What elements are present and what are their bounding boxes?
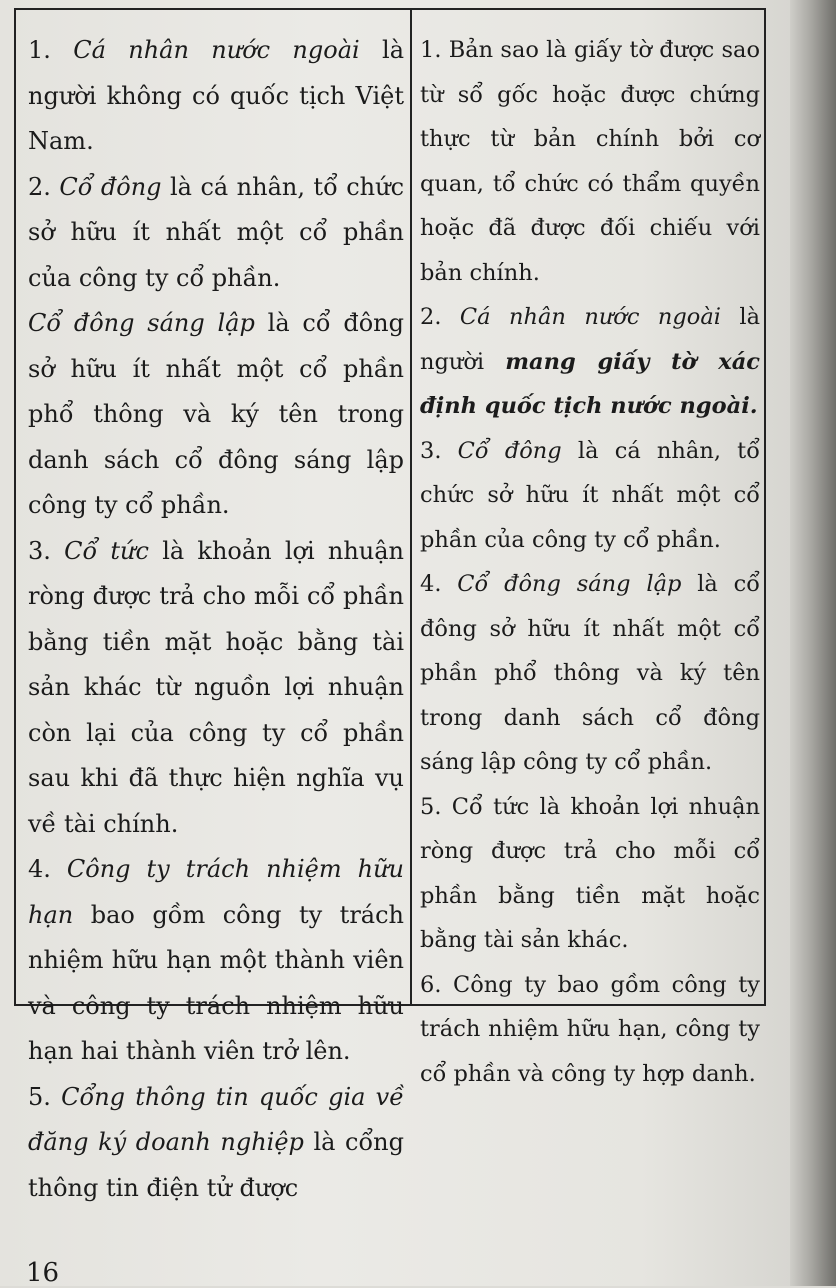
left-definition-5: 5. Cổng thông tin quốc gia về đăng ký doanh nghiệp là cổng thông tin điện tử được — [28, 1082, 405, 1202]
book-gutter — [790, 0, 836, 1286]
term: Cá nhân nước ngoài — [73, 36, 360, 64]
term: Cổ đông — [457, 437, 562, 464]
left-definition-2b: Cổ đông sáng lập là cổ đông sở hữu ít nhất một cổ phần phổ thông và ký tên trong danh sách cổ đông sáng lập công ty cổ phần. — [28, 309, 404, 519]
term: Cổ đông sáng lập — [457, 571, 682, 597]
term: Cổng thông tin quốc gia về đăng ký doanh nghiệp — [28, 1082, 405, 1156]
right-column — [412, 10, 764, 1087]
left-definition-3: 3. Cổ tức là khoản lợi nhuận ròng được trả cho mỗi cổ phần bằng tiền mặt hoặc bằng tài sản khác từ nguồn lợi nhuận còn lại của công ty cổ phần sau khi đã thực hiện nghĩa vụ về tài chính. — [28, 536, 405, 838]
page-number: 16 — [26, 1258, 60, 1288]
right-definition-1: 1. Bản sao là giấy tờ được sao từ sổ gốc hoặc được chứng thực từ bản chính bởi cơ quan, tổ chức có thẩm quyền hoặc đã được đối chiếu với bản chính. — [420, 37, 760, 286]
term: Cổ đông — [59, 172, 162, 201]
term: Cổ tức — [64, 536, 149, 565]
left-definition-1: 1. Cá nhân nước ngoài là người không có quốc tịch Việt Nam. — [28, 36, 405, 155]
right-definition-4: 4. Cổ đông sáng lập là cổ đông sở hữu ít nhất một cổ phần phổ thông và ký tên trong danh sách cổ đông sáng lập công ty cổ phần. — [420, 571, 760, 775]
left-definition-2: 2. Cổ đông là cá nhân, tổ chức sở hữu ít nhất một cổ phần của công ty cổ phần. — [28, 172, 405, 292]
emphasis-text: mang giấy tờ xác định quốc tịch nước ngoài. — [420, 348, 760, 419]
left-definition-4: 4. Công ty trách nhiệm hữu hạn bao gồm công ty trách nhiệm hữu hạn một thành viên và công ty trách nhiệm hữu hạn hai thành viên trở lên. — [28, 855, 404, 1065]
term: Cổ đông sáng lập — [28, 309, 255, 337]
term: Cá nhân nước ngoài — [459, 304, 721, 330]
right-definition-5: 5. Cổ tức là khoản lợi nhuận ròng được trả cho mỗi cổ phần bằng tiền mặt hoặc bằng tài sản khác. — [420, 793, 760, 953]
comparison-table — [14, 8, 766, 1202]
left-column — [16, 10, 412, 1202]
right-definition-6: 6. Công ty bao gồm công ty trách nhiệm hữu hạn, công ty cổ phần và công ty hợp danh. — [420, 971, 760, 1087]
right-definition-3: 3. Cổ đông là cá nhân, tổ chức sở hữu ít nhất một cổ phần của công ty cổ phần. — [420, 437, 760, 553]
right-definition-2: 2. Cá nhân nước ngoài là người mang giấy tờ xác định quốc tịch nước ngoài. — [420, 304, 761, 419]
term: Công ty trách nhiệm hữu hạn — [28, 855, 404, 929]
